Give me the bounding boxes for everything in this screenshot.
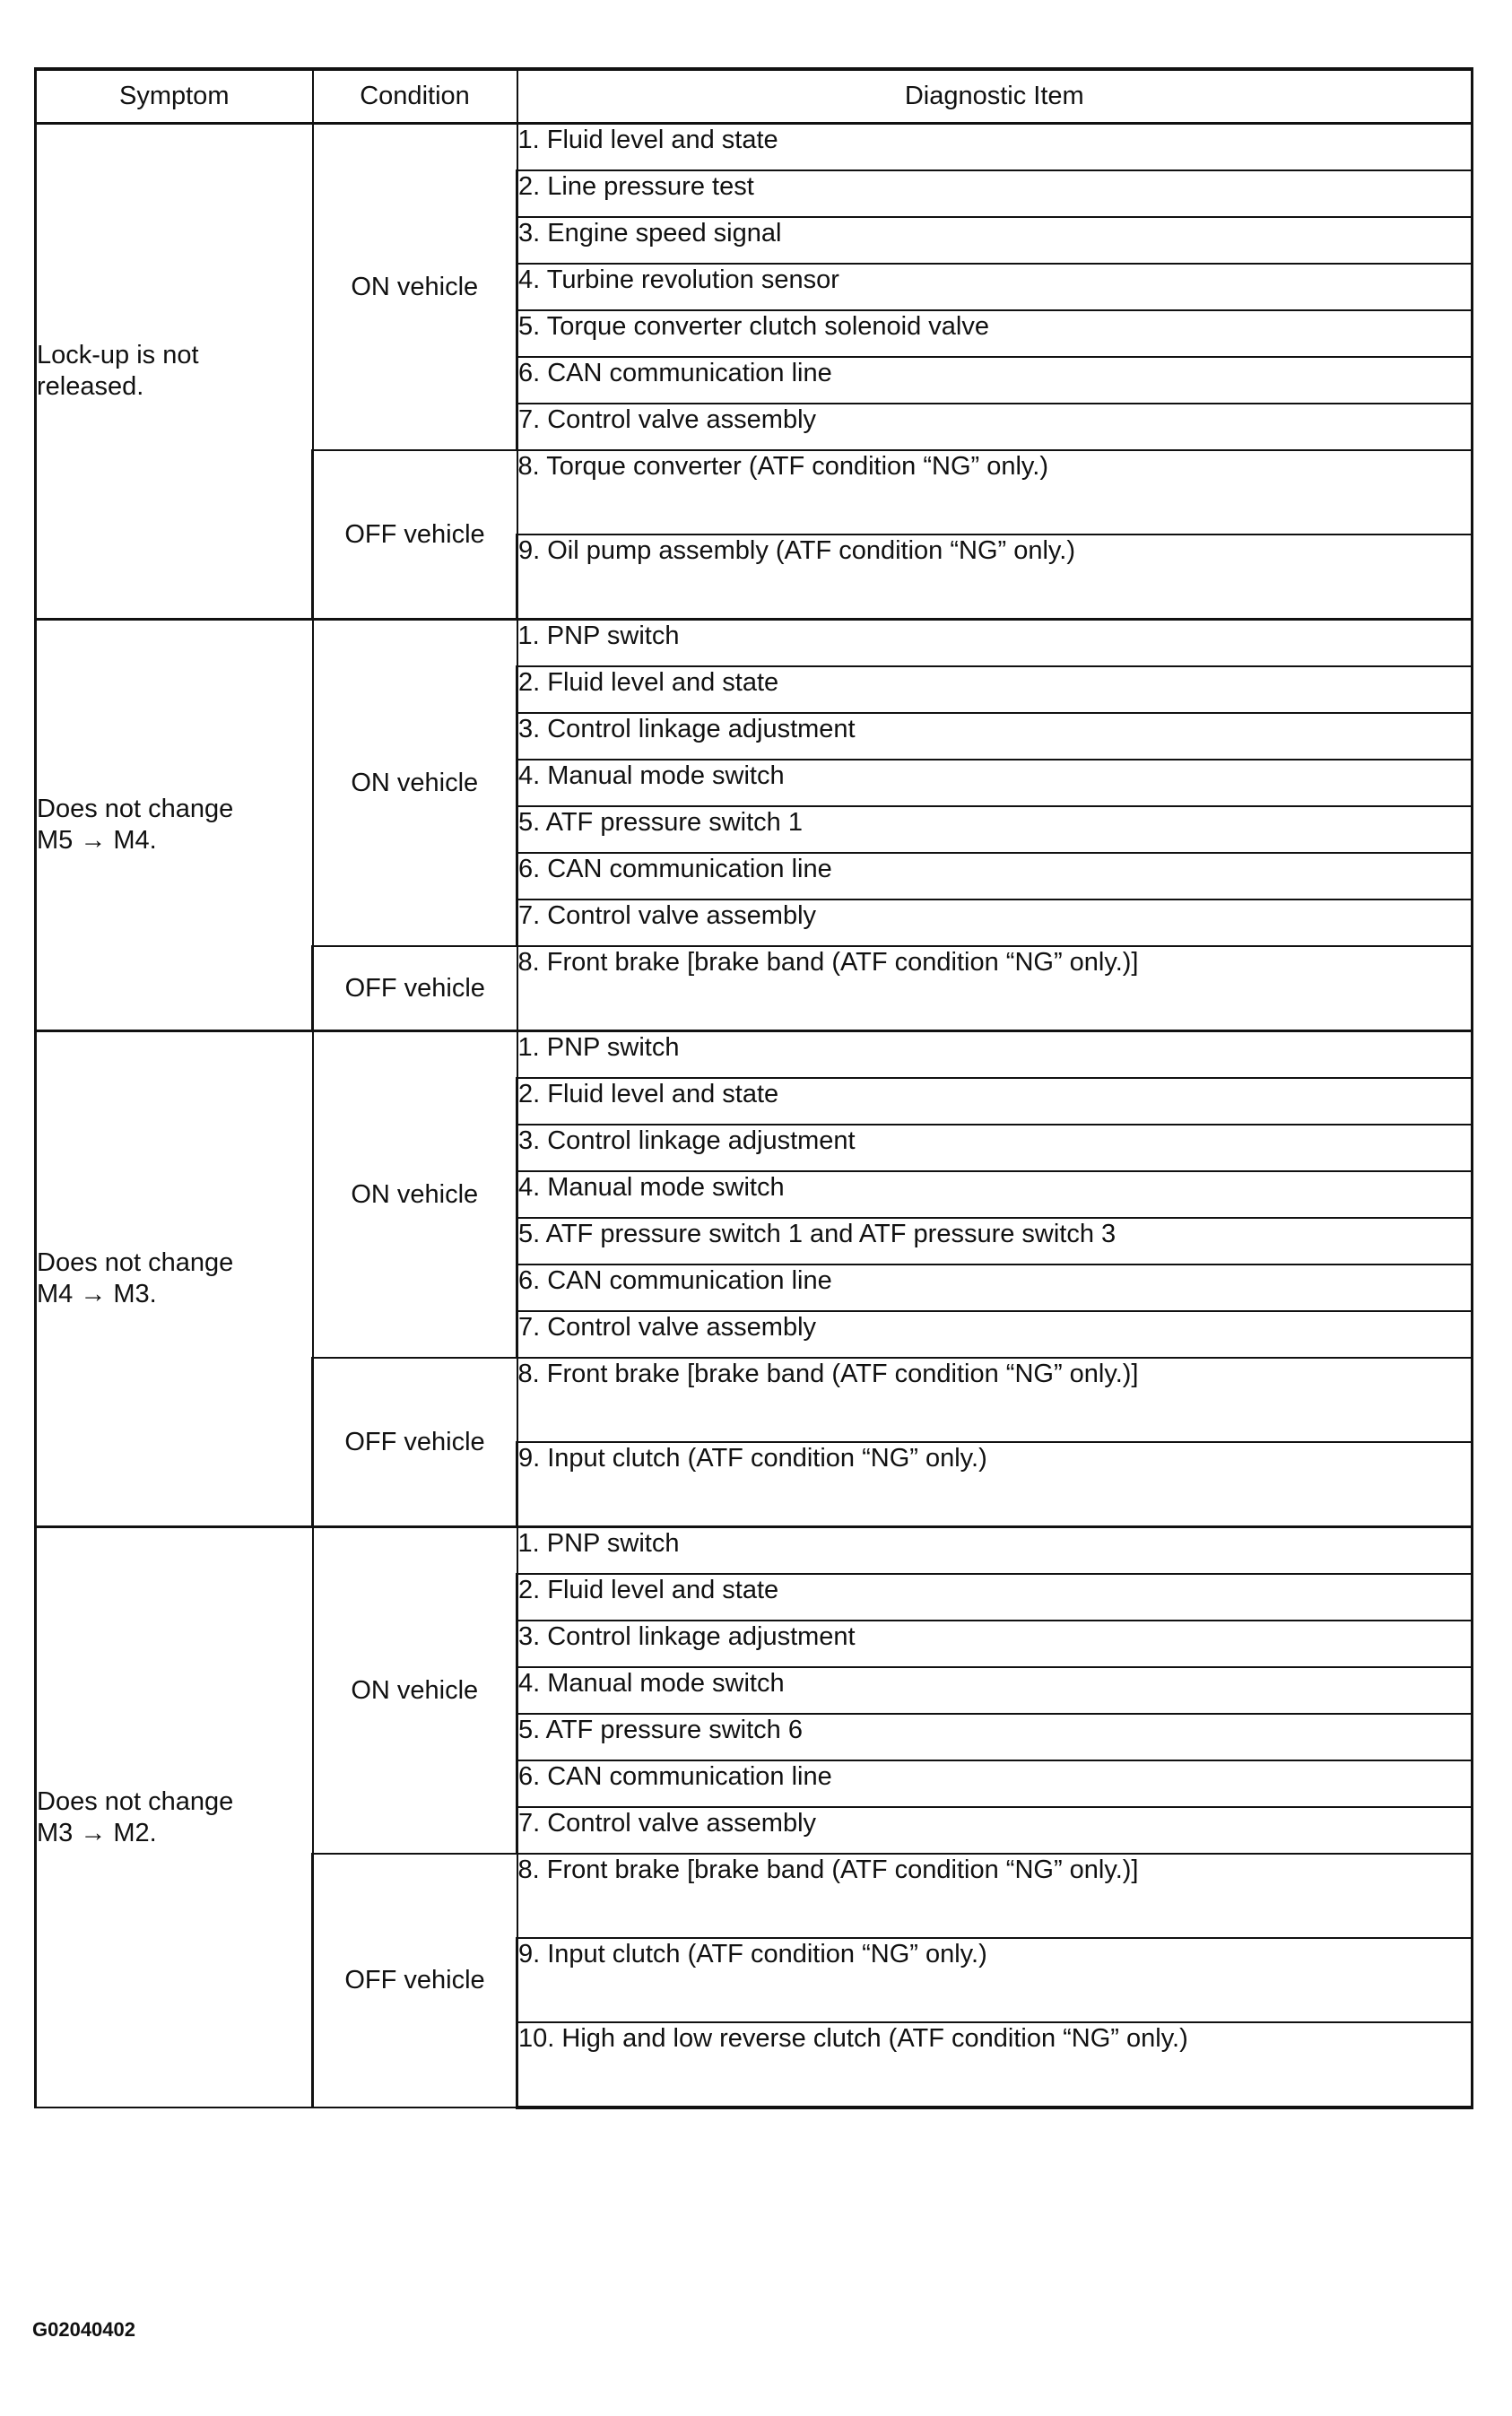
symptom-cell [36,1527,313,2108]
symptom-text: Does not change [37,1248,234,1278]
condition-cell: ON vehicle [313,124,517,451]
condition-cell: OFF vehicle [313,1854,517,2107]
diagnostic-item-cell: 6. CAN communication line [517,853,1473,899]
table-row [36,1031,1473,1079]
symptom-text: M5 → M4. [37,826,157,855]
diagnostic-item-cell: 4. Manual mode switch [517,1667,1473,1714]
diagnostic-item-cell: 1. PNP switch [517,1031,1473,1079]
table-body [36,124,1473,2108]
diagnostic-item-cell: 4. Turbine revolution sensor [517,264,1473,310]
symptom-text: Does not change [37,795,234,824]
diagnostic-item-cell: 8. Front brake [brake band (ATF condition “NG” only.)] [517,946,1473,1031]
diagnostic-item-cell: 4. Manual mode switch [517,1171,1473,1218]
diagnostic-item-cell: 6. CAN communication line [517,1760,1473,1807]
table-row [36,620,1473,667]
header-condition: Condition [313,69,517,124]
condition-cell: OFF vehicle [313,1358,517,1527]
diagnostic-item-cell: 3. Control linkage adjustment [517,1621,1473,1667]
diagnostic-item-cell: 6. CAN communication line [517,1264,1473,1311]
condition-cell: ON vehicle [313,1527,517,1855]
diagnostic-item-cell: 7. Control valve assembly [517,899,1473,946]
diagnostic-item-cell: 5. Torque converter clutch solenoid valve [517,310,1473,357]
diagnostic-item-cell: 3. Control linkage adjustment [517,713,1473,760]
symptom-text: M3 → M2. [37,1818,157,1847]
diagnostic-item-cell: 8. Torque converter (ATF condition “NG” only.) [517,450,1473,534]
diagnostic-item-cell: 1. PNP switch [517,620,1473,667]
symptom-text: released. [37,372,144,401]
diagnostic-item-cell: 7. Control valve assembly [517,1311,1473,1358]
diagnostic-item-cell: 1. Fluid level and state [517,124,1473,171]
diagnostic-item-cell: 8. Front brake [brake band (ATF condition “NG” only.)] [517,1358,1473,1442]
diagnostic-table [34,67,1473,2109]
header-diagnostic-item: Diagnostic Item [517,69,1473,124]
table-row [36,1527,1473,1575]
header-row [36,69,1473,124]
diagnostic-item-cell: 8. Front brake [brake band (ATF condition “NG” only.)] [517,1854,1473,1938]
diagnostic-item-cell: 5. ATF pressure switch 1 and ATF pressure switch 3 [517,1218,1473,1264]
diagnostic-item-cell: 2. Fluid level and state [517,666,1473,713]
symptom-text: Does not change [37,1786,234,1816]
diagnostic-item-cell: 4. Manual mode switch [517,760,1473,806]
header-symptom: Symptom [36,69,313,124]
symptom-cell [36,124,313,620]
figure-code: G02040402 [32,2318,135,2341]
diagnostic-item-cell: 2. Line pressure test [517,170,1473,217]
diagnostic-item-cell: 9. Input clutch (ATF condition “NG” only.) [517,1938,1473,2022]
symptom-text: Lock-up is not [37,341,199,370]
symptom-cell [36,1031,313,1527]
condition-cell: ON vehicle [313,620,517,947]
diagnostic-item-cell: 7. Control valve assembly [517,1807,1473,1854]
diagnostic-item-cell: 9. Input clutch (ATF condition “NG” only.) [517,1442,1473,1527]
diagnostic-item-cell: 6. CAN communication line [517,357,1473,404]
diagnostic-item-cell: 9. Oil pump assembly (ATF condition “NG” only.) [517,534,1473,620]
symptom-text: M4 → M3. [37,1280,157,1308]
diagnostic-item-cell: 3. Engine speed signal [517,217,1473,264]
diagnostic-item-cell: 7. Control valve assembly [517,404,1473,450]
symptom-cell [36,620,313,1031]
diagnostic-item-cell: 2. Fluid level and state [517,1078,1473,1125]
diagnostic-item-cell: 3. Control linkage adjustment [517,1125,1473,1171]
condition-cell: OFF vehicle [313,946,517,1031]
condition-cell: OFF vehicle [313,450,517,620]
diagnostic-item-cell: 5. ATF pressure switch 1 [517,806,1473,853]
diagnostic-item-cell: 10. High and low reverse clutch (ATF condition “NG” only.) [517,2022,1473,2107]
diagnostic-item-cell: 2. Fluid level and state [517,1574,1473,1621]
table-row [36,124,1473,171]
condition-cell: ON vehicle [313,1031,517,1359]
diagnostic-item-cell: 1. PNP switch [517,1527,1473,1575]
diagnostic-item-cell: 5. ATF pressure switch 6 [517,1714,1473,1760]
